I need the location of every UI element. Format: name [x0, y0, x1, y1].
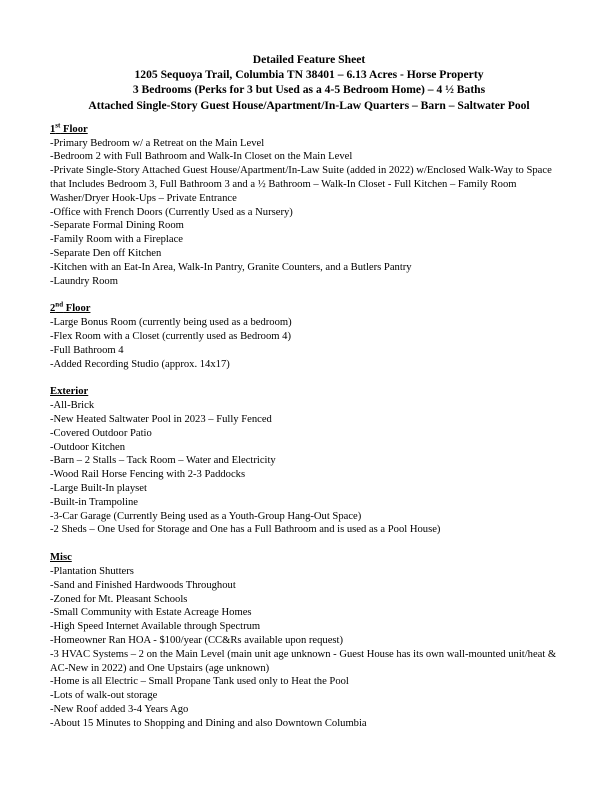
- list-item: -Office with French Doors (Currently Used as a Nursery): [50, 206, 293, 218]
- list-item: -High Speed Internet Available through Spectrum: [50, 621, 261, 633]
- section-second-floor: [50, 302, 568, 371]
- list-item: -All-Brick: [50, 400, 95, 412]
- sections-container: [50, 123, 568, 731]
- list-item: -Zoned for Mt. Pleasant Schools: [50, 593, 188, 605]
- list-item: -3 HVAC Systems – 2 on the Main Level (main unit age unknown - Guest House has its own wall-mounted unit/heat & AC-New in 2022) and One Upstairs (age unknown): [50, 648, 557, 674]
- list-item: -Separate Den off Kitchen: [50, 247, 162, 259]
- section-heading-second-floor: [50, 302, 568, 316]
- list-item: -Primary Bedroom w/ a Retreat on the Main Level: [50, 137, 265, 149]
- section-heading-ordinal: st: [55, 121, 61, 130]
- list-item: -About 15 Minutes to Shopping and Dining and also Downtown Columbia: [50, 717, 367, 729]
- list-item: -Home is all Electric – Small Propane Tank used only to Heat the Pool: [50, 676, 349, 688]
- section-heading-ordinal: nd: [55, 300, 64, 309]
- list-item: -Large Built-In playset: [50, 482, 147, 494]
- list-item: -3-Car Garage (Currently Being used as a Youth-Group Hang-Out Space): [50, 510, 362, 522]
- section-heading-text: 2: [50, 303, 56, 315]
- section-first-floor: [50, 123, 568, 289]
- document-header: [50, 52, 568, 113]
- section-heading-text: Exterior: [50, 386, 89, 398]
- section-heading-suffix: Floor: [63, 303, 91, 315]
- list-item: -Kitchen with an Eat-In Area, Walk-In Pantry, Granite Counters, and a Butlers Pantry: [50, 261, 412, 273]
- list-item: -Sand and Finished Hardwoods Throughout: [50, 579, 236, 591]
- list-item: -Wood Rail Horse Fencing with 2-3 Paddocks: [50, 469, 246, 481]
- list-item: -2 Sheds – One Used for Storage and One has a Full Bathroom and is used as a Pool House): [50, 524, 441, 536]
- list-item: -Bedroom 2 with Full Bathroom and Walk-In Closet on the Main Level: [50, 151, 353, 163]
- list-item: -New Heated Saltwater Pool in 2023 – Fully Fenced: [50, 413, 272, 425]
- section-heading-suffix: Floor: [60, 123, 88, 135]
- list-item: -Plantation Shutters: [50, 565, 134, 577]
- list-item: -Private Single-Story Attached Guest House/Apartment/In-Law Suite (added in 2022) w/Enclosed Walk-Way to Space that Includes Bedroom 3, Full Bathroom 3 and a ½ Bathroom – Walk-In Closet - Full Kitchen – Family Room Washer/Dryer Hook-Ups – Private Entrance: [50, 165, 552, 204]
- property-address: 1205 Sequoya Trail, Columbia TN 38401 – 6.13 Acres - Horse Property: [134, 68, 484, 82]
- section-heading-text: Misc: [50, 552, 72, 564]
- list-item: -Flex Room with a Closet (currently used as Bedroom 4): [50, 330, 291, 342]
- list-item: -New Roof added 3-4 Years Ago: [50, 703, 189, 715]
- section-heading-misc: [50, 551, 568, 565]
- list-item: -Full Bathroom 4: [50, 344, 124, 356]
- list-item: -Homeowner Ran HOA - $100/year (CC&Rs available upon request): [50, 634, 344, 646]
- document-title: Detailed Feature Sheet: [252, 53, 366, 66]
- list-item: -Lots of walk-out storage: [50, 690, 158, 702]
- list-item: -Separate Formal Dining Room: [50, 220, 184, 232]
- section-misc: [50, 551, 568, 730]
- section-exterior: [50, 385, 568, 537]
- list-item: -Added Recording Studio (approx. 14x17): [50, 358, 230, 370]
- list-item: -Small Community with Estate Acreage Homes: [50, 607, 252, 619]
- section-heading-first-floor: [50, 123, 568, 137]
- list-item: -Laundry Room: [50, 275, 118, 287]
- feature-summary: Attached Single-Story Guest House/Apartment/In-Law Quarters – Barn – Saltwater Pool: [88, 98, 530, 112]
- section-heading-exterior: [50, 385, 568, 399]
- list-item: -Covered Outdoor Patio: [50, 427, 152, 439]
- list-item: -Built-in Trampoline: [50, 496, 138, 508]
- list-item: -Family Room with a Fireplace: [50, 234, 183, 246]
- list-item: -Outdoor Kitchen: [50, 441, 126, 453]
- list-item: -Barn – 2 Stalls – Tack Room – Water and Electricity: [50, 455, 276, 467]
- bedroom-summary: 3 Bedrooms (Perks for 3 but Used as a 4-5 Bedroom Home) – 4 ½ Baths: [132, 83, 486, 97]
- section-heading-text: 1: [50, 123, 56, 135]
- list-item: -Large Bonus Room (currently being used as a bedroom): [50, 317, 292, 329]
